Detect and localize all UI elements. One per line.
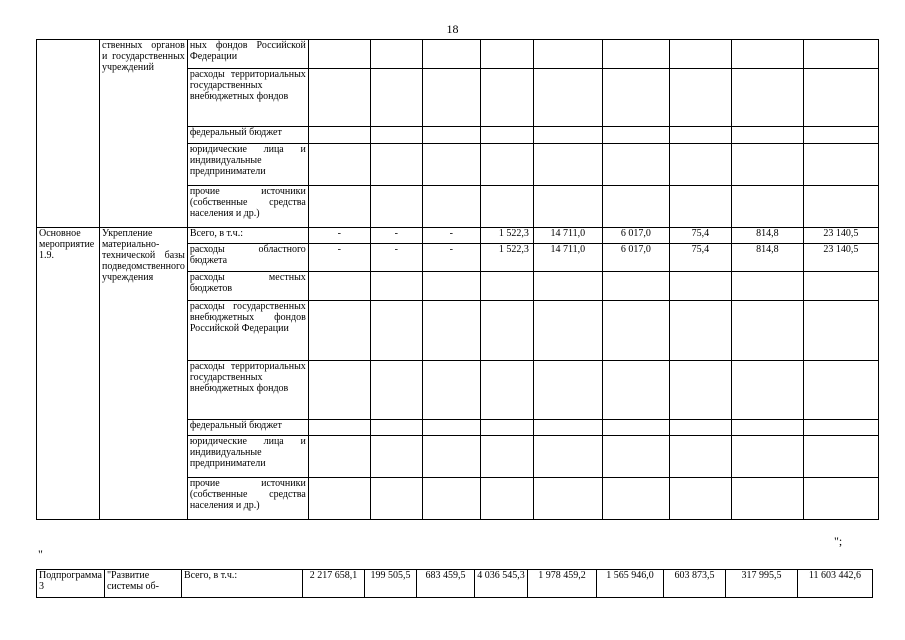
source-cell: федеральный бюджет: [187, 127, 308, 144]
source-cell: федеральный бюджет: [187, 420, 308, 436]
value-cell: -: [422, 228, 480, 244]
value-cell: 4 036 545,3: [474, 570, 527, 598]
value-cell: 14 711,0: [533, 244, 602, 272]
source-cell: Всего, в т.ч.:: [187, 228, 308, 244]
value-cell: 683 459,5: [416, 570, 474, 598]
value-cell: 1 565 946,0: [596, 570, 663, 598]
value-cell: 1 522,3: [480, 228, 533, 244]
value-cell: 1 978 459,2: [527, 570, 596, 598]
measure-label-cell: Основное мероприятие 1.9.: [37, 228, 100, 520]
source-cell: юридические лица и индивидуальные предприниматели: [187, 436, 308, 478]
source-cell: ных фондов Российской Федерации: [187, 40, 308, 69]
table-row: [37, 570, 873, 598]
value-cell: 814,8: [731, 244, 803, 272]
closing-quote-mark: ";: [834, 534, 843, 548]
value-cell: 75,4: [669, 228, 731, 244]
source-cell: расходы территориальных государственных внебюджетных фондов: [187, 361, 308, 420]
value-cell: -: [370, 228, 422, 244]
value-cell: -: [422, 244, 480, 272]
value-cell: 6 017,0: [602, 244, 669, 272]
source-cell: Всего, в т.ч.:: [181, 570, 302, 598]
source-cell: расходы территориальных государственных внебюджетных фондов: [187, 69, 308, 127]
page-number: 18: [446, 22, 459, 36]
value-cell: 23 140,5: [803, 228, 878, 244]
value-cell: -: [370, 244, 422, 272]
source-cell: юридические лица и индивидуальные предприниматели: [187, 144, 308, 186]
value-cell: 199 505,5: [364, 570, 416, 598]
value-cell: -: [308, 228, 370, 244]
value-cell: -: [308, 244, 370, 272]
subprogram-name-cell: "Развитие системы об-: [104, 570, 181, 598]
value-cell: 6 017,0: [602, 228, 669, 244]
value-cell: 2 217 658,1: [302, 570, 364, 598]
source-cell: расходы областного бюджета: [187, 244, 308, 272]
source-cell: расходы государственных внебюджетных фондов Российской Федерации: [187, 301, 308, 361]
funding-table: [36, 39, 879, 520]
source-cell: прочие источники (собственные средства населения и др.): [187, 186, 308, 228]
value-cell: 317 995,5: [725, 570, 797, 598]
table-row: [37, 40, 879, 69]
value-cell: 75,4: [669, 244, 731, 272]
measure-name-cell: ственных органов и государственных учреждений: [100, 40, 188, 228]
opening-quote-mark: ": [38, 547, 43, 561]
subprogram-label-cell: Подпрограмма 3: [37, 570, 105, 598]
value-cell: 1 522,3: [480, 244, 533, 272]
source-cell: расходы местных бюджетов: [187, 272, 308, 301]
value-cell: 11 603 442,6: [797, 570, 872, 598]
source-cell: прочие источники (собственные средства населения и др.): [187, 478, 308, 520]
value-cell: 14 711,0: [533, 228, 602, 244]
label-cell: [37, 40, 100, 228]
value-cell: 814,8: [731, 228, 803, 244]
subprogram-table: [36, 569, 873, 598]
measure-name-cell: Укрепление материально-технической базы подведомственного учреждения: [100, 228, 188, 520]
table-row: [37, 228, 879, 244]
value-cell: 603 873,5: [663, 570, 725, 598]
value-cell: 23 140,5: [803, 244, 878, 272]
